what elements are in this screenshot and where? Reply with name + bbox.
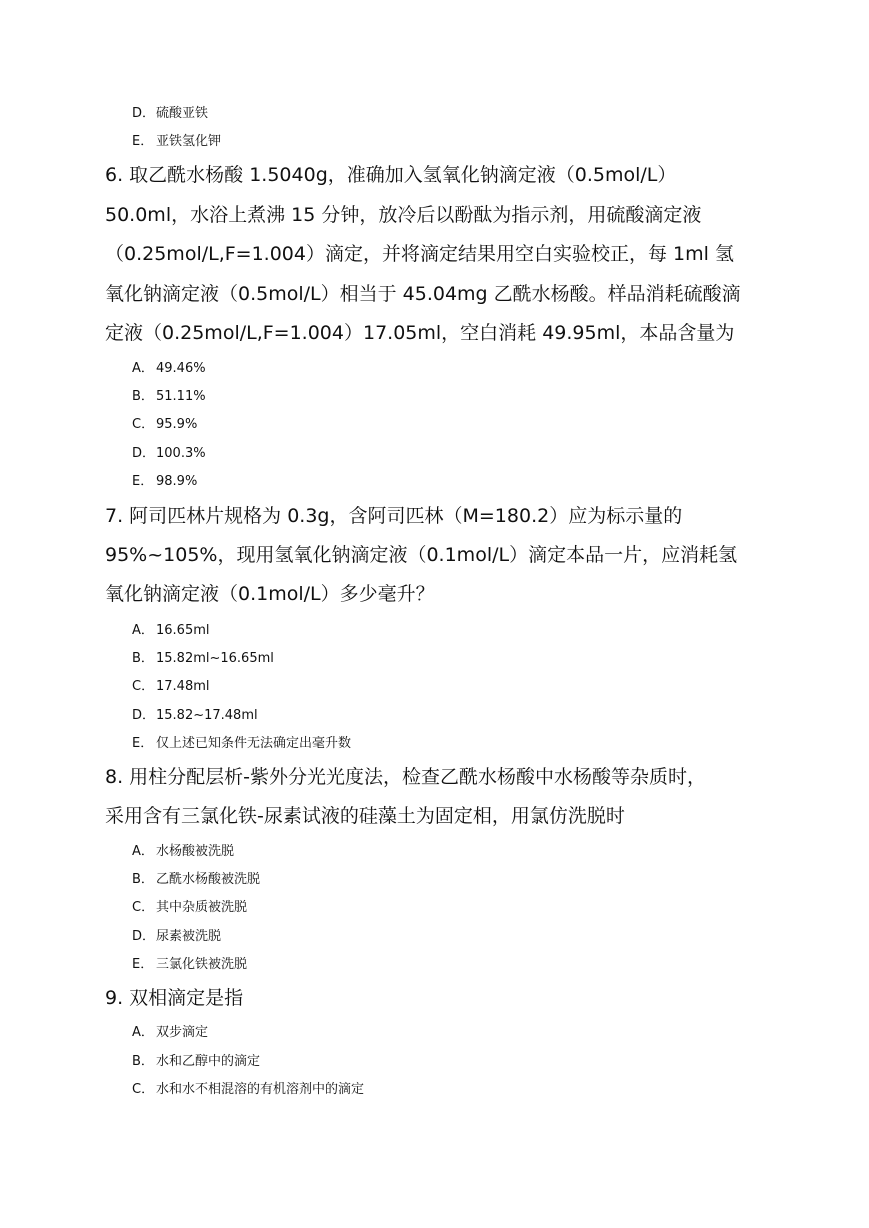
option-letter: E． (132, 957, 154, 972)
option-letter: A． (132, 361, 154, 376)
option-text: 硫酸亚铁 (156, 106, 209, 121)
question-6-line: （0.25mol/L,F=1.004）滴定，并将滴定结果用空白实验校正，每 1ml 氢 (105, 243, 734, 265)
option-item (132, 474, 197, 490)
option-letter: B． (132, 651, 154, 666)
option-letter: D． (132, 929, 156, 944)
question-7-line: 95%~105%，现用氢氧化钠滴定液（0.1mol/L）滴定本品一片，应消耗氢 (105, 544, 738, 566)
option-text: 水杨酸被洗脱 (156, 844, 235, 859)
option-item (132, 872, 260, 888)
option-letter: E． (132, 474, 154, 489)
option-item (132, 361, 206, 377)
option-letter: C． (132, 1082, 155, 1097)
option-text: 49.46% (156, 361, 206, 376)
option-item (132, 900, 247, 916)
option-text: 17.48ml (156, 679, 210, 694)
question-6-line: 定液（0.25mol/L,F=1.004）17.05ml，空白消耗 49.95ml，本品含量为 (105, 322, 735, 344)
question-6-line: 50.0ml，水浴上煮沸 15 分钟，放冷后以酚酞为指示剂，用硫酸滴定液 (105, 204, 702, 226)
option-text: 15.82ml~16.65ml (156, 651, 274, 666)
option-item (132, 389, 206, 405)
option-letter: C． (132, 900, 155, 915)
option-text: 双步滴定 (156, 1025, 209, 1040)
option-letter: B． (132, 872, 154, 887)
option-letter: D． (132, 106, 156, 121)
option-letter: C． (132, 679, 155, 694)
option-item (132, 106, 208, 122)
option-letter: E． (132, 736, 154, 751)
option-letter: B． (132, 389, 154, 404)
option-item (132, 844, 234, 860)
option-letter: D． (132, 708, 156, 723)
option-item (132, 1025, 208, 1041)
option-letter: C． (132, 417, 155, 432)
option-item (132, 417, 197, 433)
option-text: 水和水不相混溶的有机溶剂中的滴定 (156, 1082, 365, 1097)
option-text: 98.9% (156, 474, 198, 489)
question-6-line: 6. 取乙酰水杨酸 1.5040g，准确加入氢氧化钠滴定液（0.5mol/L） (105, 164, 677, 186)
option-item (132, 679, 210, 695)
option-item (132, 957, 247, 973)
option-text: 100.3% (156, 446, 206, 461)
option-text: 15.82~17.48ml (156, 708, 258, 723)
option-item (132, 1082, 364, 1098)
option-letter: A． (132, 1025, 154, 1040)
option-letter: B． (132, 1054, 154, 1069)
option-item (132, 708, 258, 724)
option-text: 51.11% (156, 389, 206, 404)
option-text: 尿素被洗脱 (156, 929, 222, 944)
option-item (132, 134, 221, 150)
option-item (132, 651, 274, 667)
option-text: 亚铁氢化钾 (156, 134, 222, 149)
option-letter: A． (132, 623, 154, 638)
option-text: 三氯化铁被洗脱 (156, 957, 248, 972)
option-text: 95.9% (156, 417, 198, 432)
option-item (132, 446, 206, 462)
question-7-line: 7. 阿司匹林片规格为 0.3g，含阿司匹林（M=180.2）应为标示量的 (105, 505, 683, 527)
option-text: 其中杂质被洗脱 (156, 900, 248, 915)
option-text: 水和乙醇中的滴定 (156, 1054, 261, 1069)
option-letter: E． (132, 134, 154, 149)
question-6-line: 氧化钠滴定液（0.5mol/L）相当于 45.04mg 乙酰水杨酸。样品消耗硫酸滴 (105, 283, 741, 305)
question-9-line: 9. 双相滴定是指 (105, 987, 244, 1009)
question-8-line: 8. 用柱分配层析-紫外分光光度法，检查乙酰水杨酸中水杨酸等杂质时， (105, 766, 707, 788)
option-letter: A． (132, 844, 154, 859)
option-item (132, 623, 210, 639)
option-text: 乙酰水杨酸被洗脱 (156, 872, 261, 887)
question-8-line: 采用含有三氯化铁-尿素试液的硅藻土为固定相，用氯仿洗脱时 (105, 805, 625, 827)
option-item (132, 736, 351, 752)
option-text: 16.65ml (156, 623, 210, 638)
question-7-line: 氧化钠滴定液（0.1mol/L）多少毫升？ (105, 583, 435, 605)
option-item (132, 1054, 260, 1070)
option-item (132, 929, 221, 945)
option-letter: D． (132, 446, 156, 461)
option-text: 仅上述已知条件无法确定出毫升数 (156, 736, 352, 751)
